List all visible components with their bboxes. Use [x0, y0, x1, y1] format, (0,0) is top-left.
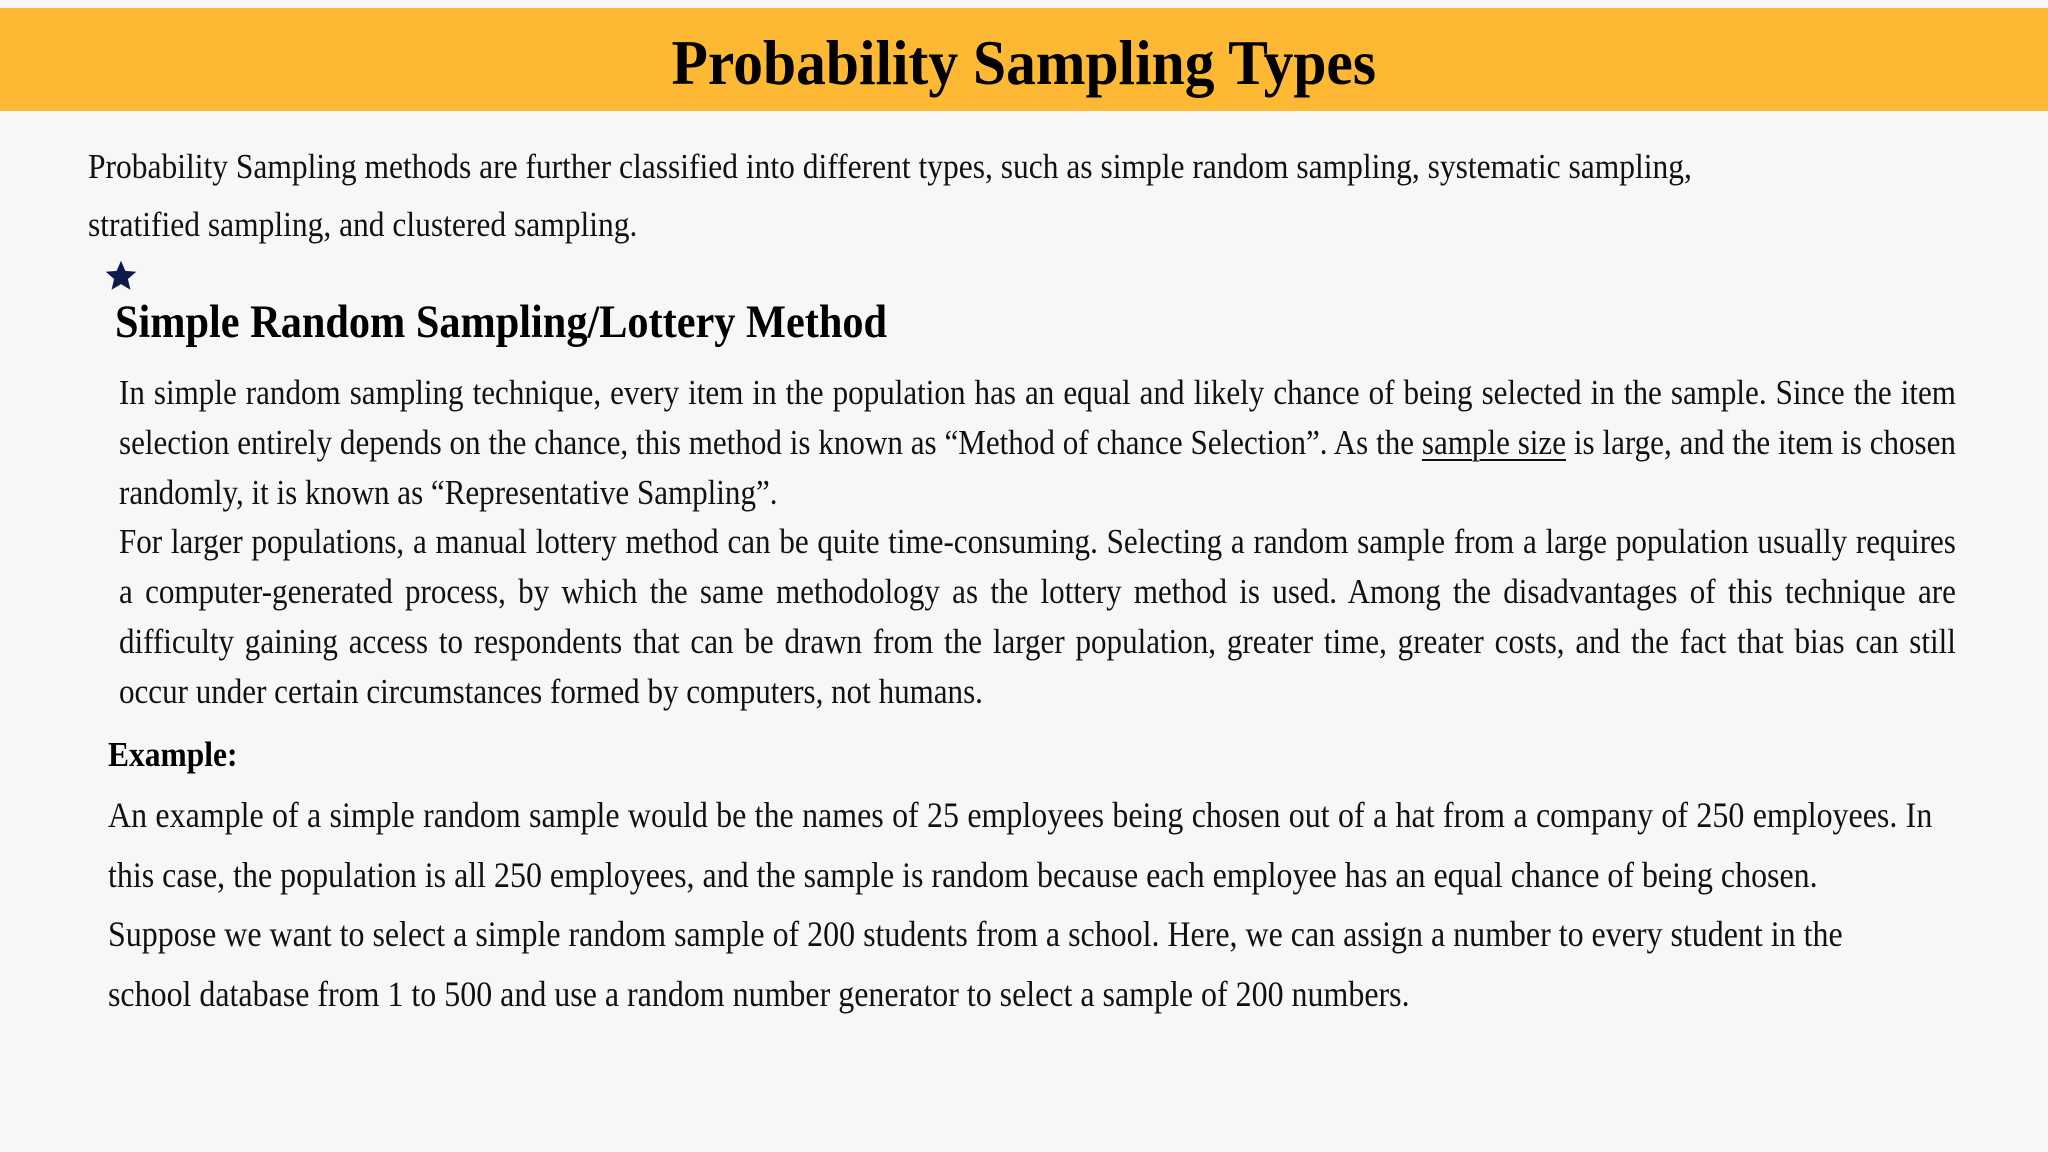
sample-size-link[interactable]: sample size [1421, 423, 1567, 462]
section-body [119, 369, 1956, 718]
body-paragraph-1 [119, 369, 1956, 518]
body-paragraph-1-text-end: is large, and the item is chosen randomly, it is known as “Representative Sampling”. [119, 423, 1956, 512]
section-heading: Simple Random Sampling/Lottery Method [115, 296, 888, 348]
slide-title: Probability Sampling Types [671, 26, 1377, 98]
example-paragraph-2: Suppose we want to select a simple random sample of 200 students from a school. Here, we can assign a number to every student in the school database from 1 to 500 and use a random number generator to select a sample of 200 numbers. [108, 914, 1843, 1014]
body-paragraph-2: For larger populations, a manual lottery method can be quite time-consuming. Selecting a random sample from a large population usually requires a computer-generated process, by which the same methodology as the lottery method is used. Among the disadvantages of this technique are difficulty gaining access to respondents that can be drawn from the larger population, greater time, greater costs, and the fact that bias can still occur under certain circumstances formed by computers, not humans. [119, 523, 1956, 711]
example-body [108, 786, 1932, 1024]
example-label: Example: [108, 735, 238, 774]
example-paragraph-1: An example of a simple random sample would be the names of 25 employees being chosen out of a hat from a company of 250 employees. In this case, the population is all 250 employees, and the sample is random because each employee has an equal chance of being chosen. [108, 795, 1933, 895]
title-band [0, 8, 2048, 111]
body-paragraph-1-text: In simple random sampling technique, every item in the population has an equal and likely chance of being selected in the sample. Since the item selection entirely depends on the chance, this method is known as “Method of chance Selection”. As the [119, 374, 1956, 462]
intro-paragraph: Probability Sampling methods are further classified into different types, such as simple random sampling, systematic sampling, stratified sampling, and clustered sampling. [88, 147, 1692, 244]
star-icon [103, 258, 139, 294]
